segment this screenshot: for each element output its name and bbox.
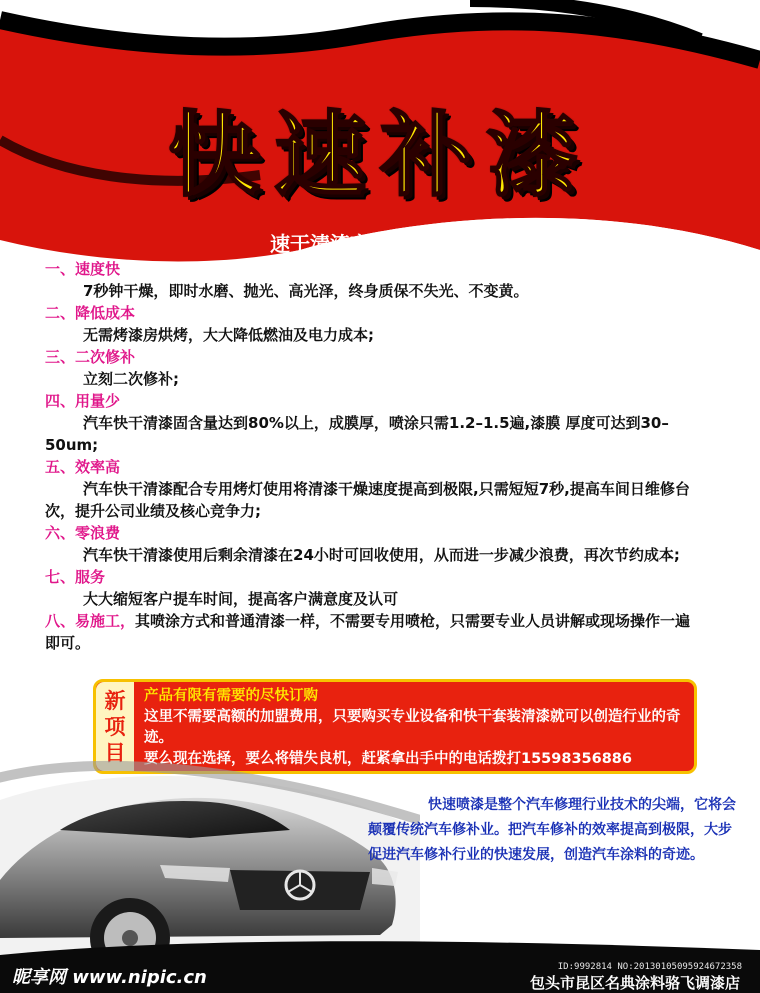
feature-item xyxy=(45,346,705,390)
badge-char: 项 xyxy=(104,714,126,739)
feature-text: 其喷涂方式和普通清漆一样，不需要专用喷枪，只需要专业人员讲解或现场操作一遍即可。 xyxy=(45,612,691,652)
feature-heading: 七、服务 xyxy=(45,568,106,586)
feature-heading: 五、效率高 xyxy=(45,458,121,476)
feature-heading: 四、用量少 xyxy=(45,392,121,410)
feature-text: 7秒钟干燥，即时水磨、抛光、高光泽，终身质保不失光、不变黄。 xyxy=(83,282,529,300)
site-logo: 昵享网 www.nipic.cn xyxy=(12,967,207,988)
feature-text: 无需烤漆房烘烤，大大降低燃油及电力成本; xyxy=(83,326,375,344)
feature-list xyxy=(45,258,705,654)
feature-item xyxy=(45,566,705,610)
feature-text: 汽车快干清漆配合专用烤灯使用将清漆干燥速度提高到极限,只需短短7秒,提高车间日维修台次，提升公司业绩及核心竞争力; xyxy=(45,480,690,520)
promo-title: 产品有限有需要的尽快订购 xyxy=(144,688,318,704)
feature-heading: 一、速度快 xyxy=(45,260,121,278)
feature-item xyxy=(45,456,705,522)
feature-item xyxy=(45,302,705,346)
promo-line: 这里不需要高额的加盟费用，只要购买专业设备和快干套装清漆就可以创造行业的奇迹。 xyxy=(144,709,681,746)
badge-char: 目 xyxy=(104,740,126,765)
description-text: 快速喷漆是整个汽车修理行业技术的尖端，它将会颠覆传统汽车修补业。把汽车修补的效率提高到极限，大步促进汽车修补行业的快速发展，创造汽车涂料的奇迹。 xyxy=(368,797,736,863)
feature-heading: 六、零浪费 xyxy=(45,524,121,542)
feature-heading: 二、降低成本 xyxy=(45,304,136,322)
subtitle: 速干清漆产品特点 xyxy=(270,232,430,256)
feature-text: 汽车快干清漆使用后剩余清漆在24小时可回收使用，从而进一步减少浪费，再次节约成本; xyxy=(83,546,680,564)
feature-text: 大大缩短客户提车时间，提高客户满意度及认可 xyxy=(83,590,399,608)
feature-heading: 八、易施工， xyxy=(45,612,136,630)
promo-text xyxy=(144,686,694,770)
feature-item xyxy=(45,522,705,566)
feature-item xyxy=(45,610,705,654)
feature-item xyxy=(45,390,705,456)
product-description xyxy=(368,793,744,868)
feature-heading: 三、二次修补 xyxy=(45,348,136,366)
watermark-id: ID:9992814 NO:20130105095924672358 xyxy=(557,962,742,972)
main-title: 快速补漆 xyxy=(167,102,592,209)
store-name: 包头市昆区名典涂料骆飞调漆店 xyxy=(529,974,740,992)
feature-text: 汽车快干清漆固含量达到80%以上，成膜厚，喷涂只需1.2–1.5遍,漆膜 厚度可达到30–50um; xyxy=(45,414,669,454)
badge-char: 新 xyxy=(104,688,126,713)
new-project-badge xyxy=(96,682,134,771)
feature-item xyxy=(45,258,705,302)
feature-text: 立刻二次修补; xyxy=(83,370,179,388)
promo-phone-line: 要么现在选择，要么将错失良机，赶紧拿出手中的电话拨打15598356886 xyxy=(144,751,632,767)
